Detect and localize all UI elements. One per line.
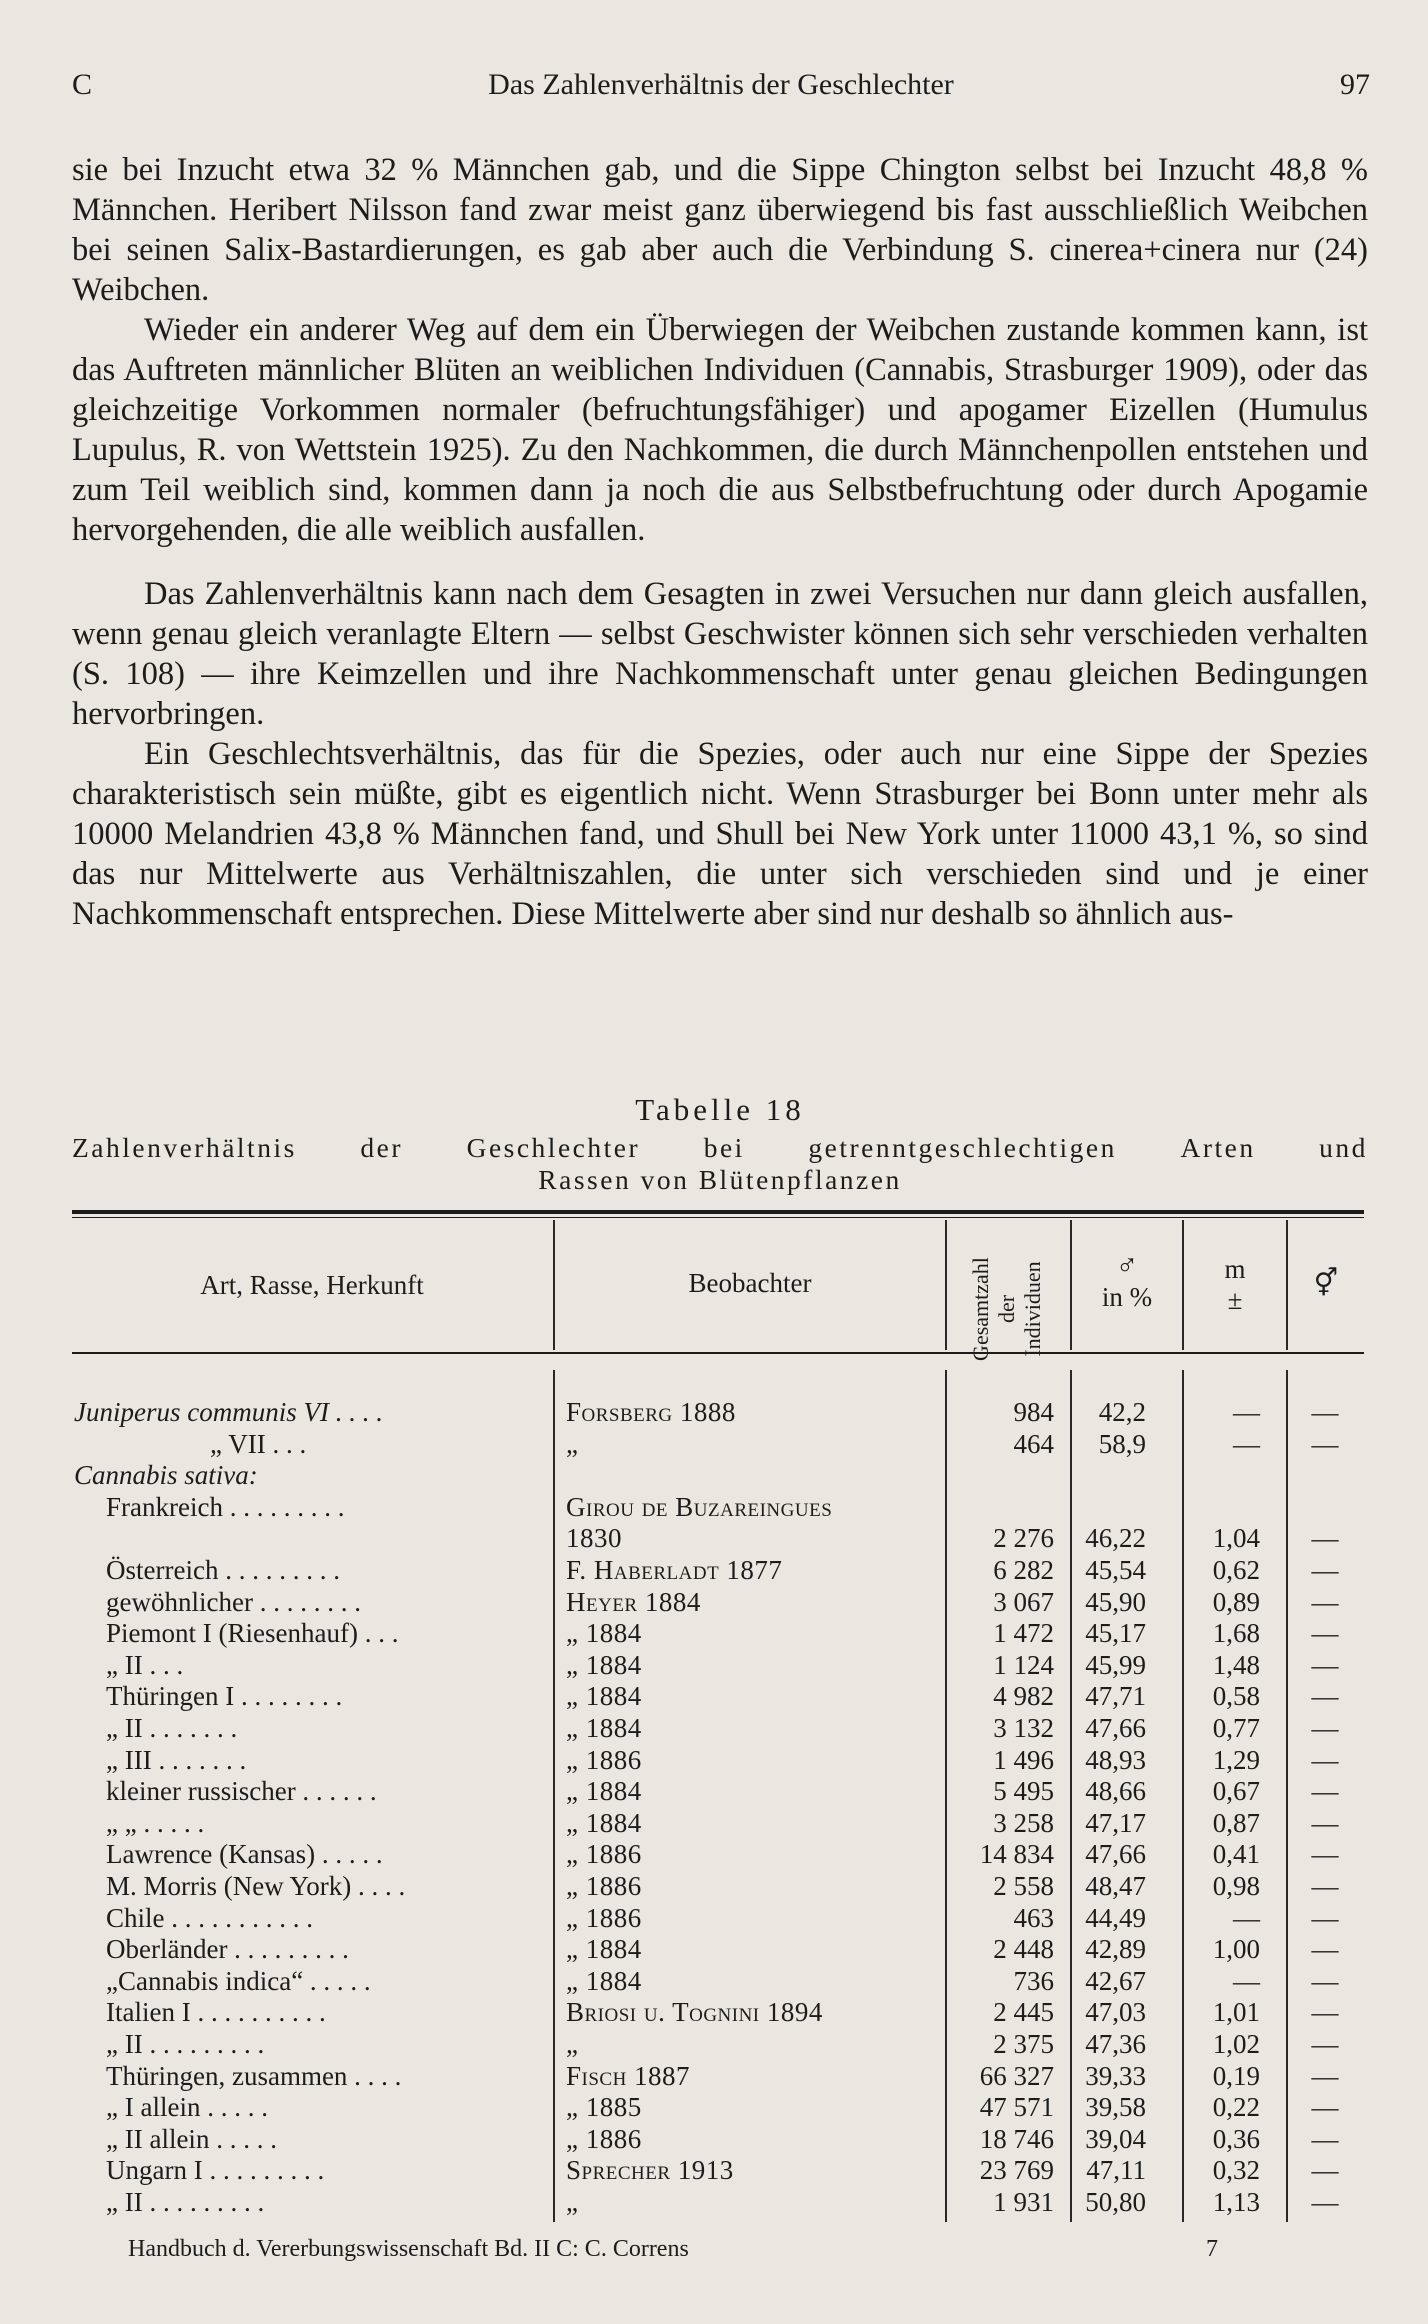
header-beobachter: Beobachter [688,1268,812,1298]
cell-hermaphrodite: — [1311,1776,1339,1807]
table-top-rule [72,1210,1364,1214]
cell-hermaphrodite: — [1311,1555,1339,1585]
cell-art: „ II . . . . . . . [106,1713,238,1743]
cell-art: Österreich . . . . . . . . . [106,1555,340,1585]
header-gesamtzahl-1: Gesamtzahl [968,1257,993,1361]
cell-hermaphrodite: — [1311,2092,1339,2123]
cell-total: 3 258 [993,1807,1054,1838]
cell-m-error: 0,19 [1212,2060,1260,2091]
cell-total: 1 472 [993,1618,1054,1649]
cell-m-error: 1,48 [1212,1649,1260,1680]
table-top-rule-thin [72,1217,1364,1218]
table-caption [72,1132,1368,1196]
cell-hermaphrodite: — [1311,1618,1339,1649]
cell-art: Ungarn I . . . . . . . . . [106,2155,325,2186]
cell-total: 984 [1013,1397,1054,1427]
cell-male-percent: 39,04 [1085,2123,1146,2154]
table-title: Tabelle 18 [635,1092,805,1127]
cell-observer: „ 1886 [566,1871,642,1901]
cell-hermaphrodite: — [1311,1871,1339,1901]
cell-hermaphrodite: — [1311,1649,1339,1680]
cell-male-percent: 47,36 [1085,2029,1146,2059]
table-header-rule [72,1352,1364,1354]
cell-hermaphrodite: — [1311,2060,1339,2091]
cell-total: 4 982 [993,1681,1054,1712]
cell-total: 2 448 [993,1934,1054,1965]
cell-m-error: 0,41 [1212,1839,1260,1870]
cell-m-error: — [1233,1965,1260,1996]
cell-hermaphrodite: — [1311,2155,1339,2186]
cell-m-error: — [1233,1428,1260,1459]
cell-m-error: 0,32 [1212,2155,1260,2186]
cell-male-percent: 42,67 [1085,1965,1146,1996]
footer-citation: Handbuch d. Vererbungswissenschaft Bd. II C: C. Correns [128,2236,689,2262]
caption-word: und [1319,1132,1368,1163]
cell-art: „ III . . . . . . . [106,1744,247,1775]
header-art: Art, Rasse, Herkunft [200,1270,424,1300]
cell-art: Thüringen I . . . . . . . . [106,1681,343,1712]
cell-m-error: 0,87 [1212,1807,1260,1838]
cell-observer: Briosi u. Tognini 1894 [566,1997,823,2028]
cell-m-error: 1,02 [1212,2029,1260,2059]
cell-m-error: 0,67 [1212,1776,1260,1807]
cell-art: „ II . . . . . . . . . [106,2029,265,2059]
cell-observer: „ [566,1428,579,1459]
cell-observer: Heyer 1884 [566,1586,701,1617]
cell-art: Italien I . . . . . . . . . . [106,1997,326,2028]
cell-observer: „ 1884 [566,1965,642,1996]
cell-observer: F. Haberladt 1877 [566,1555,783,1585]
running-header [72,68,1370,112]
cell-total: 18 746 [979,2123,1054,2154]
cell-m-error: 1,29 [1212,1744,1260,1775]
cell-m-error: 1,04 [1212,1523,1260,1554]
cell-male-percent: 50,80 [1085,2187,1146,2217]
cell-male-percent: 45,54 [1085,1555,1146,1585]
cell-art: „ II allein . . . . . [106,2123,277,2154]
cell-art: Oberländer . . . . . . . . . [106,1934,349,1965]
cell-total: 464 [1013,1428,1054,1459]
cell-art: Chile . . . . . . . . . . . [106,1902,313,1933]
cell-m-error: 0,22 [1212,2092,1260,2123]
cell-m-error: 0,58 [1212,1681,1260,1712]
cell-total: 463 [1013,1902,1054,1933]
cell-art: „ VII . . . [210,1428,307,1459]
cell-male-percent: 47,17 [1085,1807,1146,1838]
header-male-unit: in % [1101,1282,1153,1312]
header-title: Das Zahlenverhältnis der Geschlechter [488,68,954,101]
cell-art: Thüringen, zusammen . . . . [106,2060,402,2091]
cell-male-percent: 47,03 [1085,1997,1146,2028]
cell-m-error: 1,00 [1212,1934,1260,1965]
cell-hermaphrodite: — [1311,1744,1339,1775]
page-number: 97 [1340,68,1370,101]
cell-male-percent: 47,66 [1085,1839,1146,1870]
paragraph-1: sie bei Inzucht etwa 32 % Männchen gab, und die Sippe Chington selbst bei Inzucht 48,8 % Männchen. Heribert Nilsson fand zwar meist ganz überwiegend bis fast ausschließlich Weibchen bei seinen Salix-Bastardierungen, es gab aber auch die Verbindung S. cinerea+cinera nur (24) Weibchen. [72,152,1368,308]
header-gesamtzahl-3: Individuen [1020,1261,1045,1357]
caption-word: Zahlenverhältnis [72,1132,297,1163]
cell-hermaphrodite: — [1311,1586,1339,1617]
cell-art: „Cannabis indica“ . . . . . [106,1965,371,1996]
cell-observer: Sprecher 1913 [566,2155,734,2186]
cell-observer: „ 1884 [566,1618,642,1649]
cell-hermaphrodite: — [1311,1428,1339,1459]
header-gesamtzahl [968,1214,1046,1404]
cell-art: Juniperus communis VI . . . . [74,1397,383,1427]
cell-observer: „ 1885 [566,2092,642,2123]
cell-hermaphrodite: — [1311,1965,1339,1996]
col-divider-body-2 [945,1370,947,2222]
cell-total: 47 571 [979,2092,1054,2123]
col-divider-body-1 [553,1370,555,2222]
cell-observer: „ 1886 [566,1839,642,1870]
footer-signature: 7 [1206,2236,1218,2262]
cell-male-percent: 58,9 [1098,1428,1146,1459]
cell-male-percent: 45,99 [1085,1649,1146,1680]
caption-word: Geschlechter [466,1132,641,1163]
cell-total: 3 067 [993,1586,1054,1617]
cell-male-percent: 47,66 [1085,1713,1146,1743]
cell-observer: Forsberg 1888 [566,1397,736,1427]
cell-m-error: 0,89 [1212,1586,1260,1617]
caption-line-2: Rassen von Blütenpflanzen [538,1164,902,1195]
cell-total: 66 327 [979,2060,1054,2091]
cell-art: gewöhnlicher . . . . . . . . [106,1586,361,1617]
cell-hermaphrodite: — [1311,1523,1339,1554]
cell-hermaphrodite: — [1311,1681,1339,1712]
cell-total: 23 769 [979,2155,1054,2186]
cell-male-percent: 42,2 [1098,1397,1146,1427]
cell-male-percent: 39,33 [1085,2060,1146,2091]
header-m [1184,1254,1286,1316]
cell-male-percent: 44,49 [1085,1902,1146,1933]
cell-hermaphrodite: — [1311,1902,1339,1933]
paragraph-2: Wieder ein anderer Weg auf dem ein Überwiegen der Weibchen zustande kommen kann, ist das Auftreten männlicher Blüten an weiblichen Individuen (Cannabis, Strasburger 1909), oder das gleichzeitige Vorkommen normaler (befruchtungsfähiger) und apogamer Eizellen (Humulus Lupulus, R. von Wettstein 1925). Zu den Nachkommen, die durch Männchenpollen entstehen und zum Teil weiblich sind, kommen dann ja noch die aus Selbstbefruchtung oder durch Apogamie hervorgehenden, die alle weiblich ausfallen. [72,312,1368,548]
cell-observer: Girou de Buzareingues [566,1491,833,1522]
cell-m-error: 1,13 [1212,2187,1260,2217]
cell-observer: „ 1884 [566,1681,642,1712]
cell-total: 1 124 [993,1649,1054,1680]
cell-observer: „ 1884 [566,1934,642,1965]
cell-art: „ „ . . . . . [106,1807,205,1838]
cell-art: Cannabis sativa: [74,1460,258,1491]
cell-hermaphrodite: — [1311,2123,1339,2154]
caption-word: Arten [1180,1132,1256,1163]
cell-hermaphrodite: — [1311,2029,1339,2059]
cell-m-error: 0,62 [1212,1555,1260,1585]
cell-observer: „ [566,2029,579,2059]
hermaphrodite-symbol-icon: ⚥ [1313,1268,1339,1298]
cell-art: „ I allein . . . . . [106,2092,268,2123]
caption-line-1 [72,1132,1368,1164]
cell-m-error: 0,77 [1212,1713,1260,1743]
cell-observer: „ 1884 [566,1776,642,1807]
cell-hermaphrodite: — [1311,1397,1339,1427]
cell-hermaphrodite: — [1311,2187,1339,2217]
cell-m-error: 0,98 [1212,1871,1260,1901]
cell-hermaphrodite: — [1311,1807,1339,1838]
header-pm-label: ± [1227,1285,1243,1315]
cell-art: M. Morris (New York) . . . . [106,1871,406,1901]
cell-m-error: 1,68 [1212,1618,1260,1649]
cell-hermaphrodite: — [1311,1997,1339,2028]
cell-m-error: — [1233,1397,1260,1427]
cell-observer: „ [566,2187,579,2217]
cell-observer: „ 1886 [566,2123,642,2154]
cell-art: „ II . . . [106,1649,184,1680]
cell-male-percent: 47,11 [1086,2155,1146,2186]
cell-male-percent: 42,89 [1085,1934,1146,1965]
paragraph-4: Ein Geschlechtsverhältnis, das für die Spezies, oder auch nur eine Sippe der Spezies charakteristisch sein müßte, gibt es eigentlich nicht. Wenn Strasburger bei Bonn unter mehr als 10000 Melandrien 43,8 % Männchen fand, und Shull bei New York unter 11000 43,1 %, so sind das nur Mittelwerte aus Verhältniszahlen, die unter sich verschieden sind und je einer Nachkommenschaft entsprechen. Diese Mittelwerte aber sind nur deshalb so ähnlich aus- [72,736,1368,932]
cell-m-error: — [1233,1902,1260,1933]
cell-m-error: 1,01 [1212,1997,1260,2028]
cell-observer: „ 1886 [566,1744,642,1775]
cell-total: 1 496 [993,1744,1054,1775]
cell-total: 736 [1013,1965,1054,1996]
cell-observer: „ 1886 [566,1902,642,1933]
cell-observer: „ 1884 [566,1649,642,1680]
cell-total: 2 375 [993,2029,1054,2059]
cell-hermaphrodite: — [1311,1934,1339,1965]
header-gesamtzahl-2: der [994,1294,1019,1324]
cell-total: 2 558 [993,1871,1054,1901]
body-text [72,150,1368,934]
cell-observer: „ 1884 [566,1807,642,1838]
cell-art: Piemont I (Riesenhauf) . . . [106,1618,399,1649]
cell-male-percent: 46,22 [1085,1523,1146,1554]
header-male [1072,1250,1182,1313]
cell-total: 2 276 [993,1523,1054,1554]
col-divider-body-5 [1286,1370,1288,2222]
cell-total: 1 931 [993,2187,1054,2217]
col-divider-2 [945,1220,947,1350]
cell-m-error: 0,36 [1212,2123,1260,2154]
cell-observer: „ 1884 [566,1713,642,1743]
cell-male-percent: 47,71 [1085,1681,1146,1712]
cell-hermaphrodite: — [1311,1839,1339,1870]
cell-art: Lawrence (Kansas) . . . . . [106,1839,383,1870]
male-symbol-icon: ♂ [1115,1249,1139,1282]
caption-word: der [360,1132,403,1163]
caption-word: getrenntgeschlechtigen [808,1132,1117,1163]
cell-male-percent: 45,17 [1085,1618,1146,1649]
cell-male-percent: 48,66 [1085,1776,1146,1807]
cell-art: „ II . . . . . . . . . [106,2187,265,2217]
cell-male-percent: 48,47 [1085,1871,1146,1901]
header-left-mark: C [72,68,93,101]
cell-hermaphrodite: — [1311,1713,1339,1743]
cell-total: 14 834 [979,1839,1054,1870]
paragraph-3: Das Zahlenverhältnis kann nach dem Gesagten in zwei Versuchen nur dann gleich ausfallen, wenn genau gleich veranlagte Eltern — selbst Geschwister können sich sehr verschieden verhalten (S. 108) — ihre Keimzellen und ihre Nachkommenschaft unter genau gleichen Bedingungen hervorbringen. [72,576,1368,732]
caption-word: bei [703,1132,745,1163]
cell-male-percent: 45,90 [1085,1586,1146,1617]
cell-art: kleiner russischer . . . . . . [106,1776,377,1807]
cell-observer: 1830 [566,1523,622,1554]
cell-male-percent: 39,58 [1085,2092,1146,2123]
cell-total: 5 495 [993,1776,1054,1807]
cell-art: Frankreich . . . . . . . . . [106,1491,345,1522]
header-m-label: m [1224,1254,1246,1284]
cell-male-percent: 48,93 [1085,1744,1146,1775]
cell-observer: Fisch 1887 [566,2060,691,2091]
cell-total: 3 132 [993,1713,1054,1743]
cell-total: 6 282 [993,1555,1054,1585]
cell-total: 2 445 [993,1997,1054,2028]
